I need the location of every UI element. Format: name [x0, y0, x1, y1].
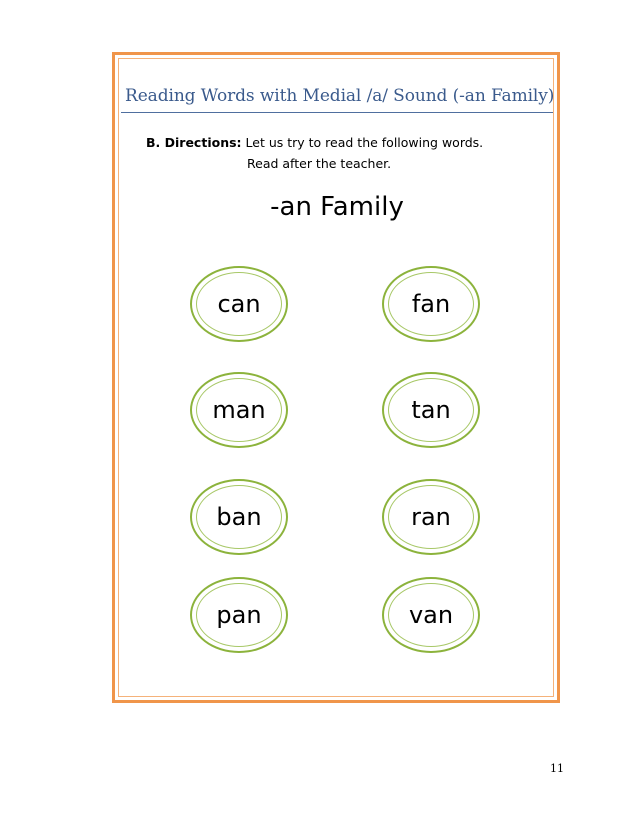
word-oval-man	[190, 372, 288, 448]
directions-label: B. Directions:	[146, 135, 242, 150]
word-oval-ran	[382, 479, 480, 555]
directions-text-1: Let us try to read the following words.	[245, 135, 484, 150]
word-oval-pan	[190, 577, 288, 653]
word-oval-can	[190, 266, 288, 342]
worksheet-title: Reading Words with Medial /a/ Sound (-an Family)	[125, 86, 555, 106]
page-number: 11	[550, 762, 564, 775]
directions-line-2: Read after the teacher.	[247, 156, 392, 171]
word-van: van	[408, 601, 454, 629]
word-oval-ban	[190, 479, 288, 555]
word-can: can	[217, 290, 261, 318]
directions-line-1	[146, 132, 483, 153]
family-heading: -an Family	[270, 192, 404, 222]
word-man: man	[212, 396, 266, 424]
word-ban: ban	[216, 503, 262, 531]
title-underline	[121, 112, 553, 113]
word-tan: tan	[411, 396, 451, 424]
word-oval-fan	[382, 266, 480, 342]
word-oval-van	[382, 577, 480, 653]
word-oval-tan	[382, 372, 480, 448]
word-ran: ran	[411, 503, 451, 531]
word-fan: fan	[411, 290, 451, 318]
word-pan: pan	[216, 601, 262, 629]
